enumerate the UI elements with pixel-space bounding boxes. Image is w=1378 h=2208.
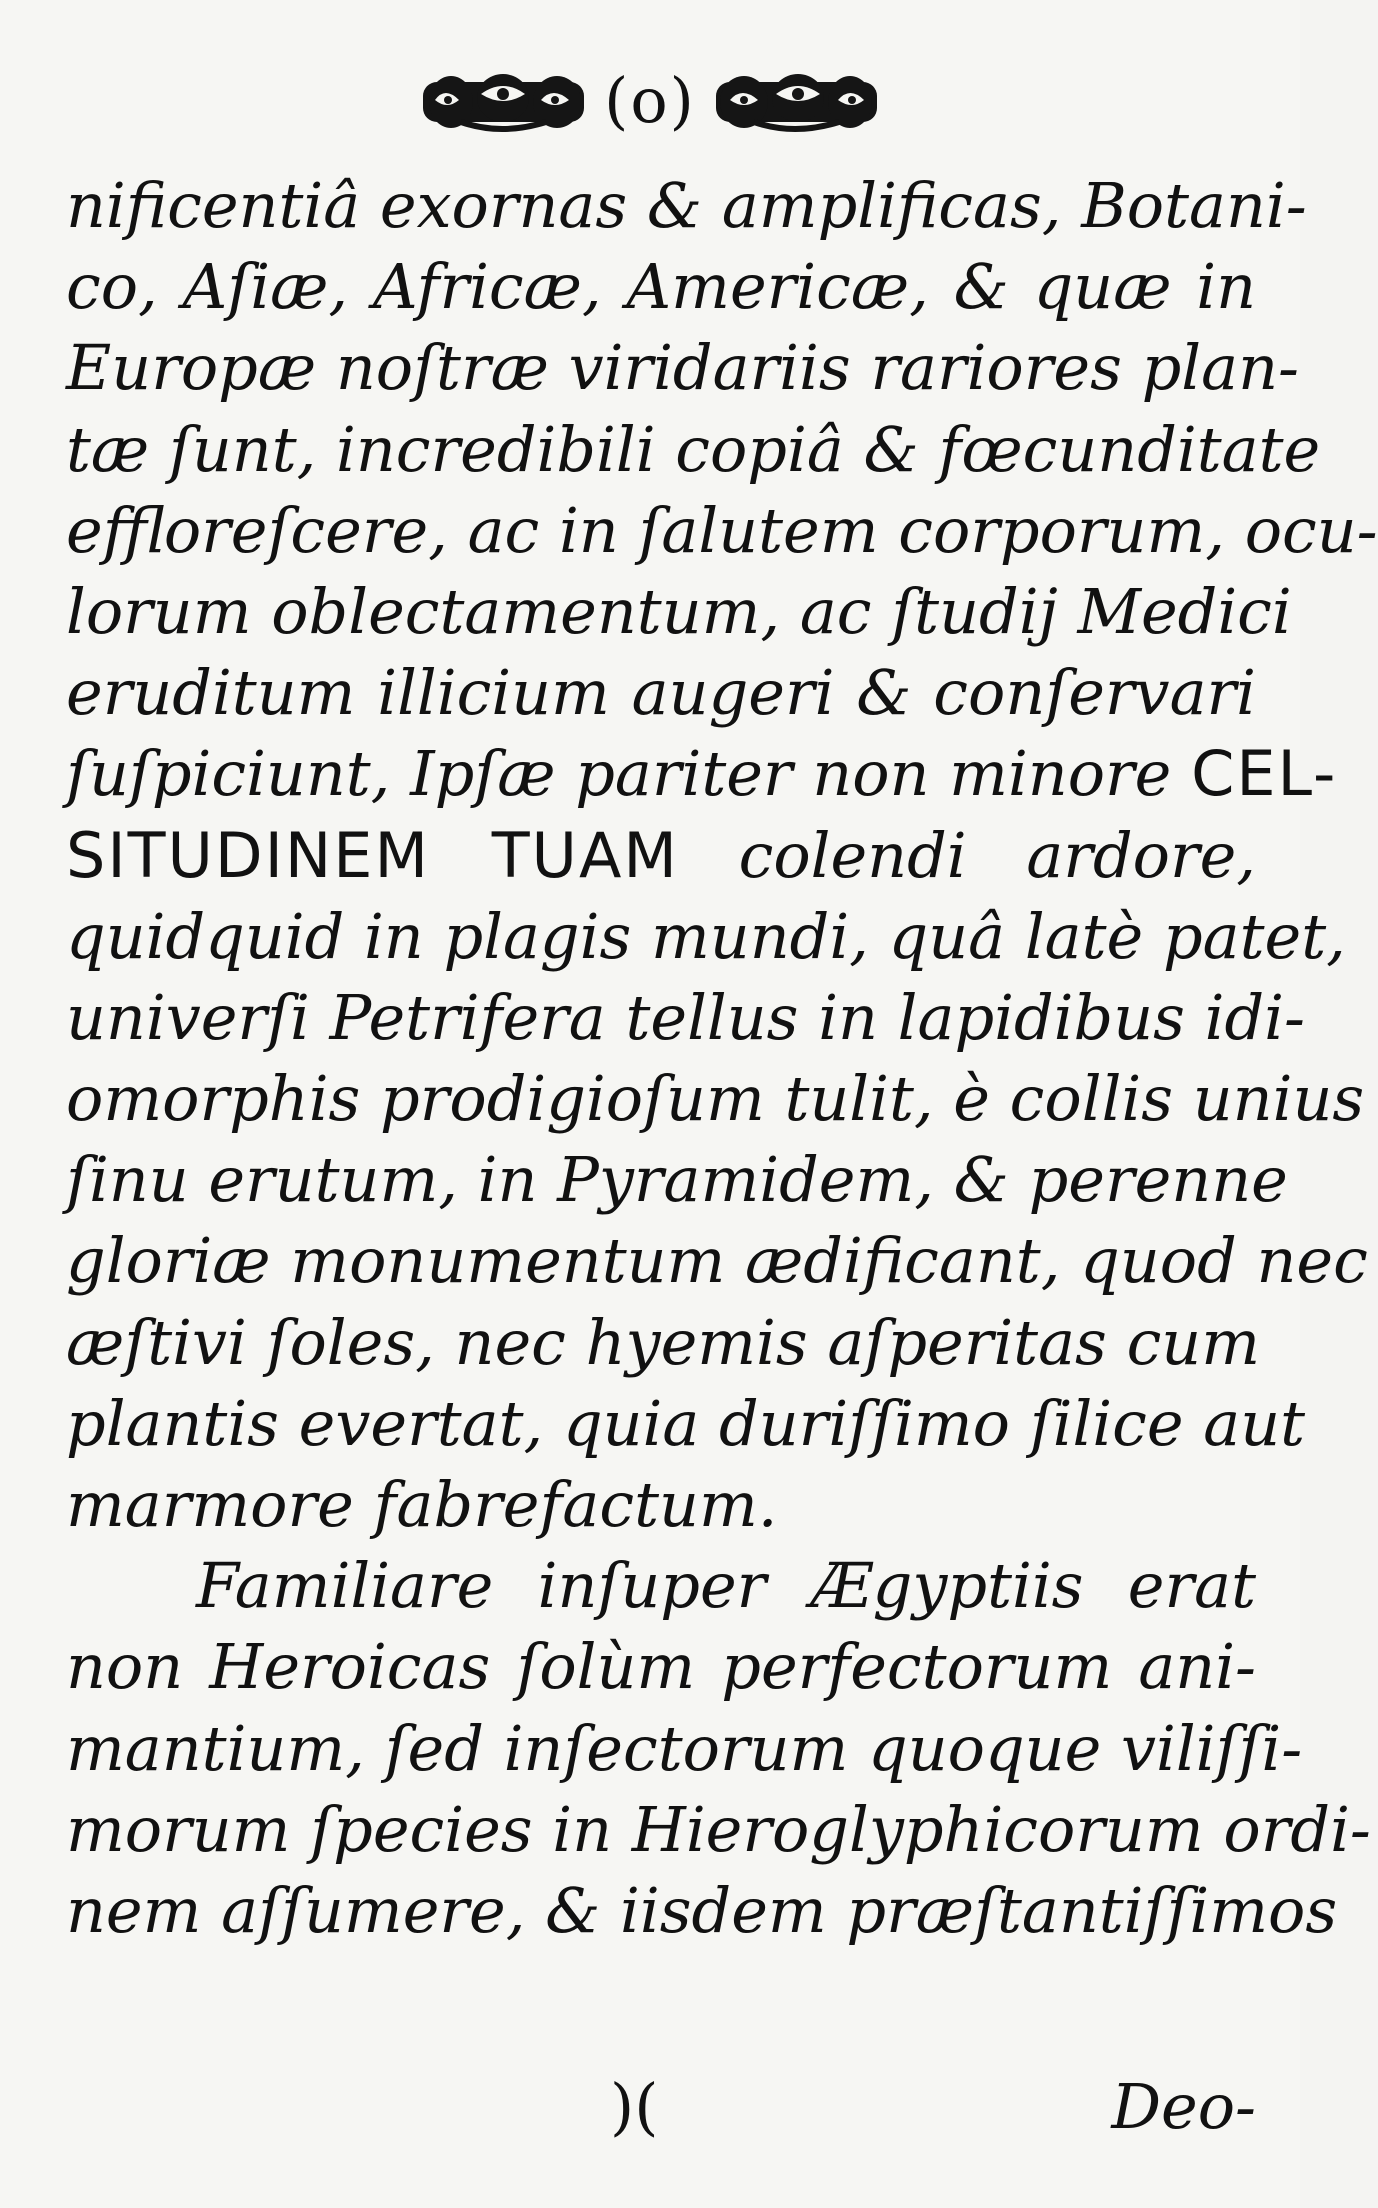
paragraph-first-line: Familiare inſuper Ægyptiis erat [196, 1549, 1256, 1623]
page-footer [0, 2070, 1300, 2160]
text-line: quidquid in plagis mundi, quâ latè patet, [66, 899, 1346, 973]
text-line [66, 815, 1256, 896]
text-line: co, Aſiæ, Africæ, Americæ, & quæ in [66, 250, 1256, 324]
text-line: plantis evertat, quia duriſſimo ſilice aut [66, 1386, 1306, 1460]
text-line: omorphis prodigioſum tulit, è collis unius [66, 1062, 1365, 1136]
text-line: effloreſcere, ac in ſalutem corporum, ocu- [66, 493, 1378, 567]
text-line: morum ſpecies in Hieroglyphicorum ordi- [66, 1792, 1371, 1866]
text-line: eruditum illicium augeri & conſervari [66, 656, 1256, 730]
floral-ornament-icon [714, 64, 879, 138]
caps-text: SITUDINEM TUAM [66, 818, 679, 892]
floral-ornament-icon [421, 64, 586, 138]
text-line: univerſi Petrifera tellus in lapidibus idi- [66, 980, 1305, 1054]
text-line: mantium, ſed inſectorum quoque viliſſi- [66, 1711, 1303, 1785]
text-line: ſinu erutum, in Pyramidem, & perenne [66, 1143, 1288, 1217]
caps-text: CEL- [1191, 737, 1338, 811]
text-line: tæ ſunt, incredibili copiâ & fœcunditate [66, 412, 1321, 486]
text-line: æſtivi ſoles, nec hyemis aſperitas cum [66, 1305, 1261, 1379]
text-line: gloriæ monumentum ædificant, quod nec [66, 1224, 1368, 1298]
text-line: non Heroicas ſolùm perfectorum ani- [66, 1630, 1256, 1704]
text-line: nem aſſumere, & iisdem præſtantiſſimos [66, 1873, 1338, 1947]
text-line: lorum oblectamentum, ac ſtudij Medici [66, 574, 1292, 648]
page-number: (o) [604, 64, 696, 137]
signature-mark: )( [610, 2070, 659, 2143]
text-line-italic: colendi ardore, [738, 818, 1256, 892]
text-line [66, 733, 1338, 814]
text-line: Europæ noſtræ viridariis rariores plan- [66, 331, 1299, 405]
page-header [0, 46, 1300, 156]
text-line-italic: ſuſpiciunt, Ipſæ pariter non minore [66, 737, 1172, 811]
text-line: nificentiâ exornas & amplificas, Botani- [66, 169, 1307, 242]
catchword: Deo- [1111, 2070, 1256, 2143]
text-line: marmore fabrefactum. [66, 1468, 778, 1541]
body-text [66, 165, 1378, 1951]
